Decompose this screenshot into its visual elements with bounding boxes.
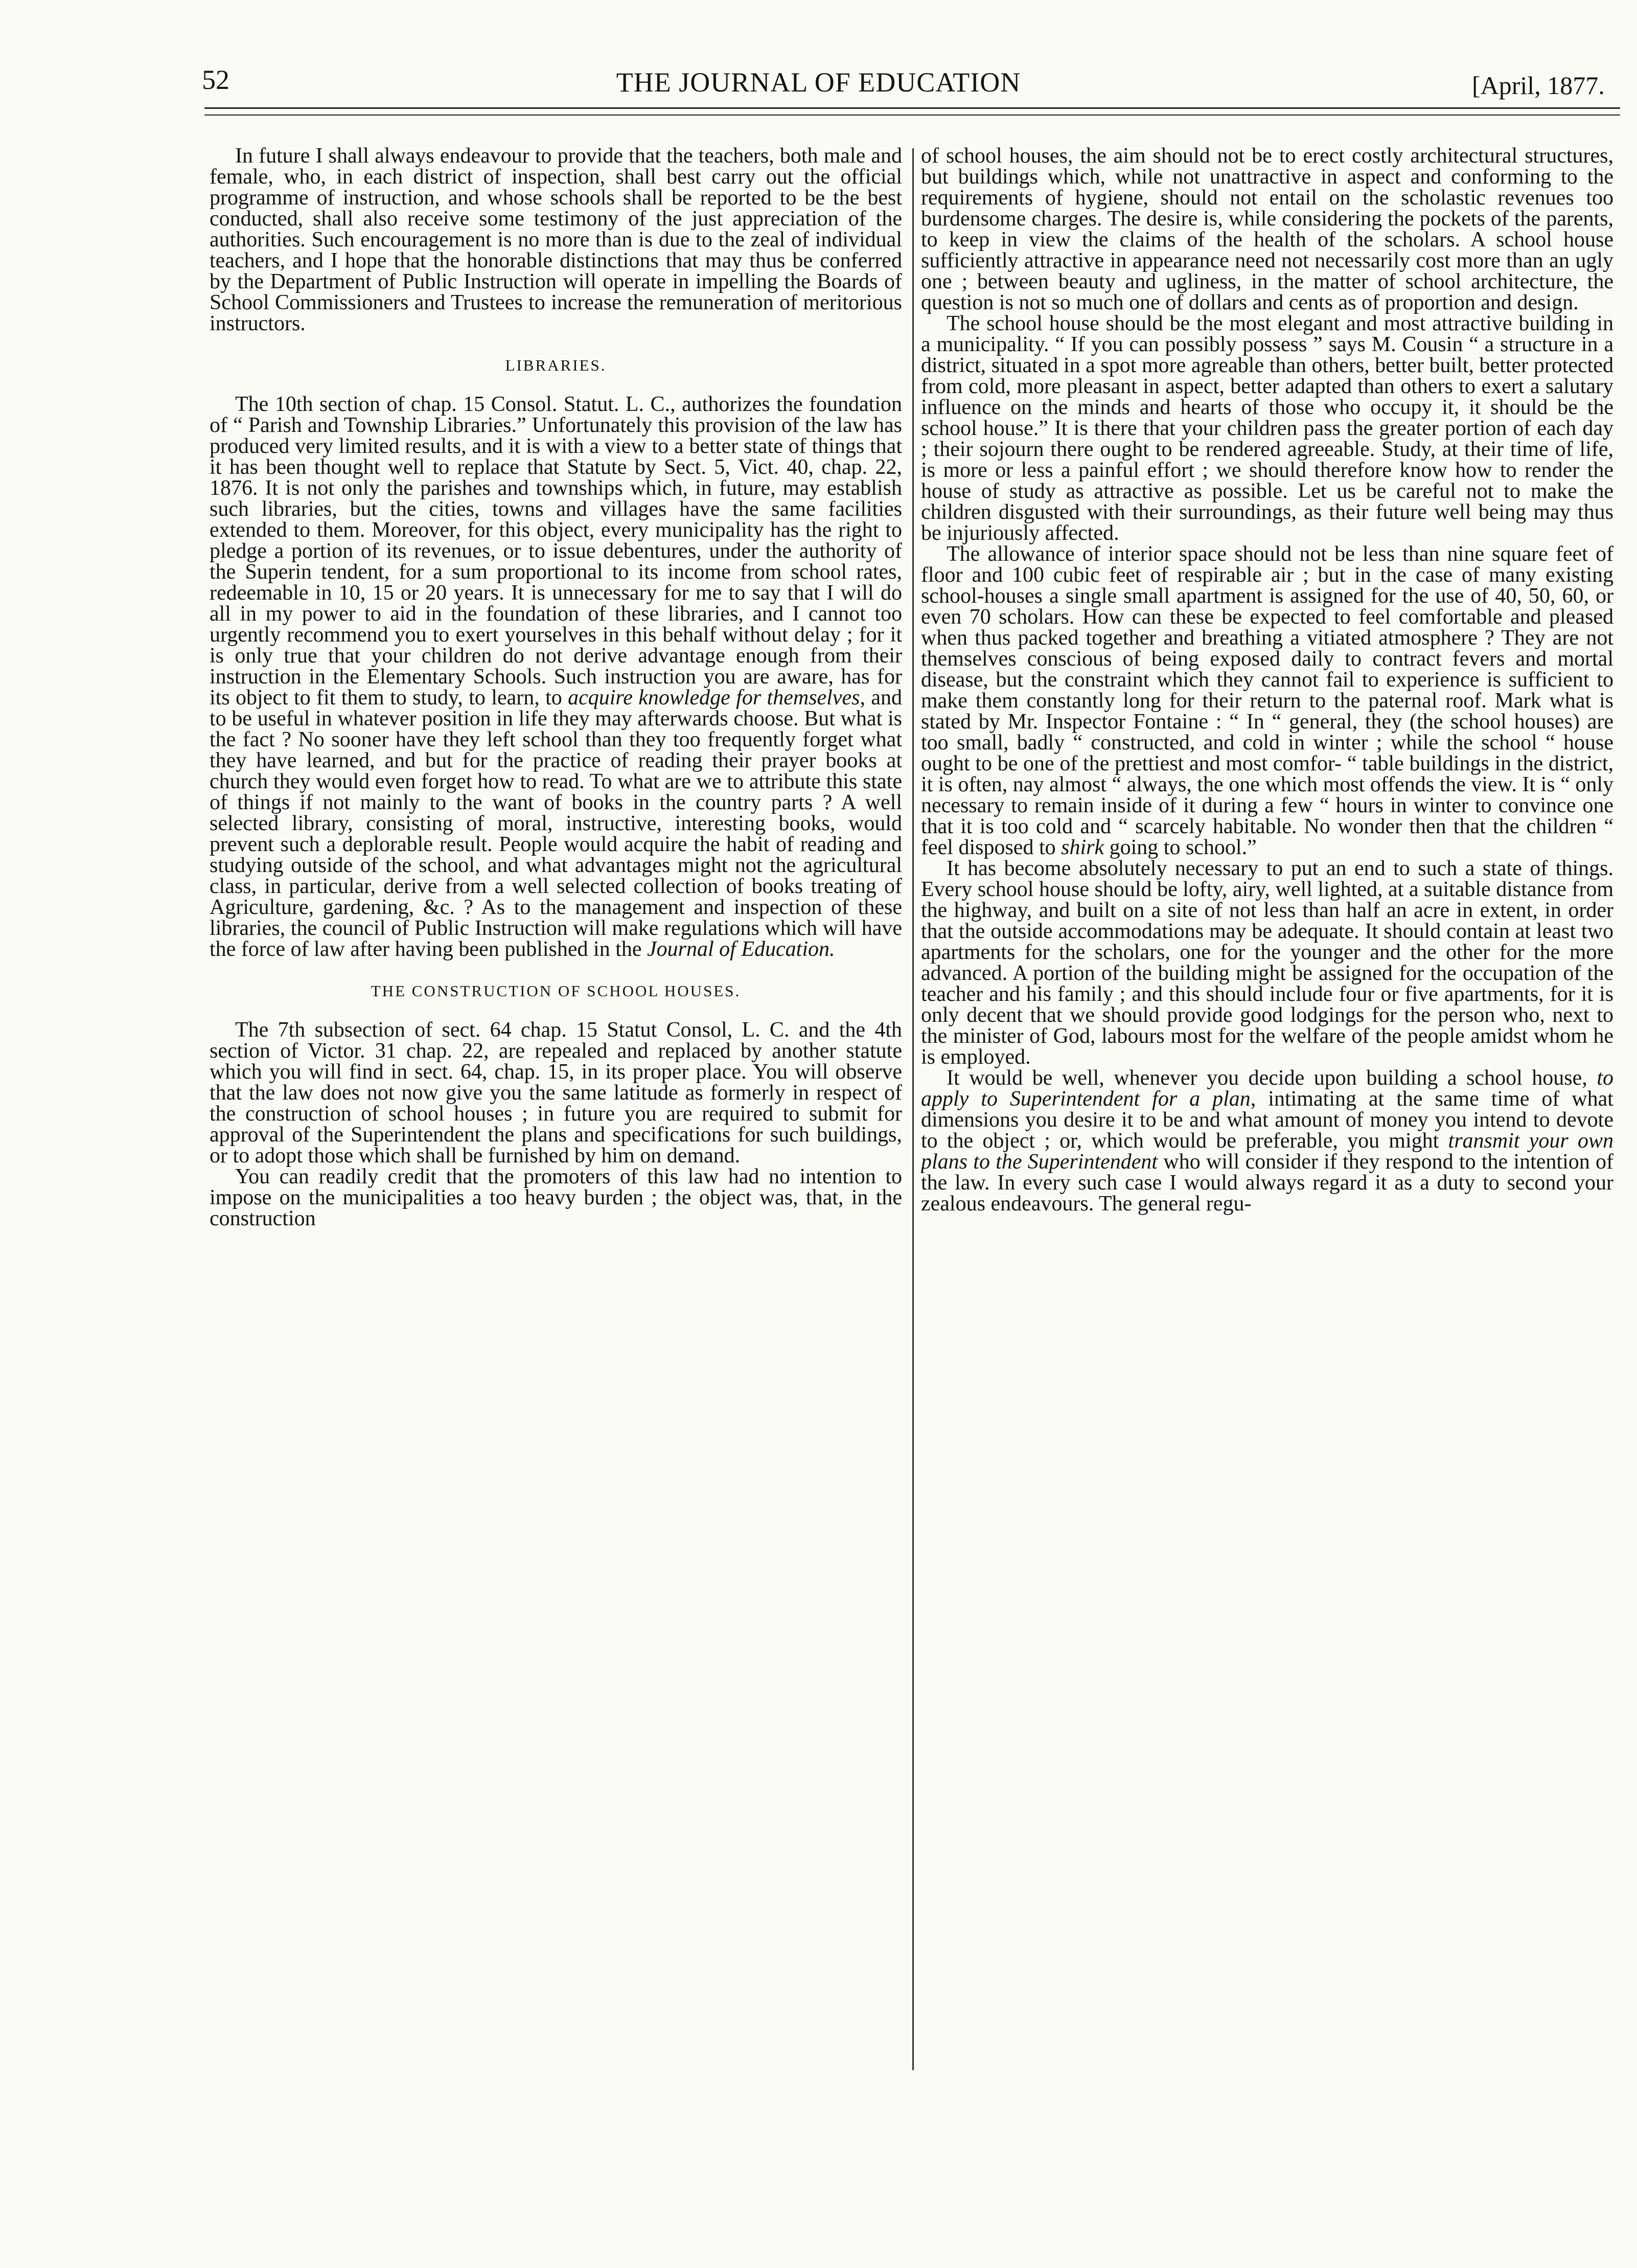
paragraph-apply-text-c: who will consider if they respond to the intention of the law. In every such case I would always regard it as a duty to second your zealous endeavours. The general regu- xyxy=(921,1150,1613,1216)
section-heading-libraries: LIBRARIES. xyxy=(505,356,607,374)
right-column xyxy=(921,146,1613,2088)
italic-word-shirk: shirk xyxy=(1061,836,1104,859)
italic-phrase-journal-title: Journal of Education. xyxy=(647,937,835,961)
paragraph-promoters-law: You can readily credit that the promoters of this law had no intention to impose on the municipalities a too heavy burden ; the object was, that, in the construction xyxy=(210,1165,902,1230)
paragraph-building-requirements: It has become absolutely necessary to put an end to such a state of things. Every school house should be lofty, airy, well lighted, at a suitable distance from the highway, and built on a site of not less than half an acre in extent, in order that the outside accommodations may be adequate. It should contain at least two apartments for the scholars, one for the younger and the other for the more advanced. A portion of the building might be assigned for the occupation of the teacher and his family ; and this should include four or five apartments, for it is only decent that we should provide good lodgings for the person who, next to the minister of God, labours most for the welfare of the people amidst whom he is employed. xyxy=(921,857,1613,1069)
paragraph-apply-text-b: , intimating at the same time of what dimensions you desire it to be and what amount of money you intend to devote to the object ; or, which would be preferable, you might xyxy=(921,1087,1613,1153)
section-heading-construction: THE CONSTRUCTION OF SCHOOL HOUSES. xyxy=(371,982,741,1000)
left-column xyxy=(210,146,902,2088)
issue-date: [April, 1877. xyxy=(1472,71,1605,100)
paragraph-school-architecture: of school houses, the aim should not be to erect costly architectural structures, but buildings which, while not unattractive in aspect and conforming to the requirements of hygiene, should not entail on the scholastic revenues too burdensome charges. The desire is, while considering the pockets of the parents, to keep in view the claims of the health of the scholars. A school house sufficiently attractive in appearance need not necessarily cost more than an ugly one ; between beauty and ugliness, in the matter of school architecture, the question is not so much one of dollars and cents as of proportion and design. xyxy=(921,146,1613,314)
paragraph-cousin-quote: The school house should be the most elegant and most attractive building in a municipality. “ If you can possibly possess ” says M. Cousin “ a structure in a district, situated in a spot more agreable than others, better built, better protected from cold, more pleasant in aspect, better adapted than others to exert a salutary influence on the minds and hearts of those who occupy it, it should be the school house.” It is there that your children pass the greater portion of each day ; their sojourn there ought to be rendered agreeable. Study, at their time of life, is more or less a painful effort ; we should therefore know how to render the house of study as attractive as possible. Let us be careful not to make the children disgusted with their surroundings, as their future well being may thus be injuriously affected. xyxy=(921,312,1613,545)
paragraph-libraries xyxy=(210,394,902,960)
column-divider xyxy=(912,148,914,2070)
italic-phrase-apply-for-plan: to apply to Superintendent for a plan xyxy=(921,1066,1613,1111)
paragraph-apply-for-plan xyxy=(921,1068,1613,1215)
paragraph-interior-space-text-a: The allowance of interior space should not be less than nine square feet of floor and 100 cubic feet of respirable air ; but in the case of many existing school-houses a single small apartment is assigned for the use of 40, 50, 60, or even 70 scholars. How can these be expected to feel comfortable and pleased when thus packed together and breathing a vitiated atmosphere ? They are not themselves conscious of being exposed daily to contract fevers and mortal disease, but the constraint which they cannot fail to experience is sufficient to make them constantly long for their return to the paternal roof. Mark what is stated by Mr. Inspector Fontaine : “ In “ general, they (the school houses) are too small, badly “ constructed, and cold in winter ; while the school “ house ought to be one of the prettiest and most comfor- “ table buildings in the district, it is often, nay almost “ always, the one which most offends the view. It is “ only necessary to remain inside of it during a few “ hours in winter to convince one that it is too cold and “ scarcely habitable. No wonder then that the children “ feel disposed to xyxy=(921,542,1613,859)
paragraph-apply-text-a: It would be well, whenever you decide upon building a school house, xyxy=(947,1066,1587,1090)
paragraph-interior-space-text-b: going to school.” xyxy=(1109,836,1257,859)
paragraph-interior-space xyxy=(921,544,1613,858)
italic-phrase-acquire-knowledge: acquire knowledge for themselves xyxy=(568,686,860,709)
paragraph-libraries-text-b: , and to be useful in whatever position in life they may afterwards choose. But what is the fact ? No sooner have they left school than they too frequently forget what they have learned, and but for the practice of reading their prayer books at church they would even forget how to read. To what are we to attribute this state of things if not mainly to the want of books in the country parts ? A well selected library, consisting of moral, instructive, interesting books, would prevent such a deplorable result. People would acquire the habit of reading and studying outside of the school, and what advantages might not the agricultural class, in particular, derive from a well selected collection of books treating of Agriculture, gardening, &c. ? As to the management and inspection of these libraries, the council of Public Instruction will make regulations which will have the force of law after having been published in the xyxy=(210,686,902,961)
header-rule-secondary xyxy=(204,114,1620,116)
journal-title: THE JOURNAL OF EDUCATION xyxy=(616,67,1021,98)
italic-phrase-transmit-plans: transmit your own plans to the Superintendent xyxy=(921,1129,1613,1174)
page-number: 52 xyxy=(202,64,229,95)
paragraph-statute-repeal: The 7th subsection of sect. 64 chap. 15 Statut Consol, L. C. and the 4th section of Victor. 31 chap. 22, are repealed and replaced by another statute which you will find in sect. 64, chap. 15, in its proper place. You will observe that the law does not now give you the same latitude as formerly in respect of the construction of school houses ; in future you are required to submit for approval of the Superintendent the plans and specifications for such buildings, or to adopt those which shall be furnished by him on demand. xyxy=(210,1018,902,1167)
paragraph-libraries-text-a: The 10th section of chap. 15 Consol. Statut. L. C., authorizes the foundation of “ Parish and Township Libraries.” Unfortunately this provision of the law has produced very limited results, and it is with a view to a better state of things that it has been thought well to replace that Statute by Sect. 5, Vict. 40, chap. 22, 1876. It is not only the parishes and townships which, in future, may establish such libraries, but the cities, towns and villages have the same facilities extended to them. Moreover, for this object, every municipality has the right to pledge a portion of its revenues, or to issue debentures, under the authority of the Superin tendent, for a sum proportional to its income from school rates, redeemable in 10, 15 or 20 years. It is unnecessary for me to say that I will do all in my power to aid in the foundation of these libraries, and I cannot too urgently recommend you to exert yourselves in this behalf without delay ; for it is only true that your children do not derive advantage enough from their instruction in the Elementary Schools. Such instruction you are aware, has for its object to fit them to study, to learn, to xyxy=(210,393,902,709)
paragraph-teacher-distinctions: In future I shall always endeavour to provide that the teachers, both male and female, who, in each district of inspection, shall best carry out the official programme of instruction, and whose schools shall be reported to be the best conducted, shall also receive some testimony of the just appreciation of the authorities. Such encouragement is no more than is due to the zeal of individual teachers, and I hope that the honorable distinctions that may thus be conferred by the Department of Public Instruction will operate in impelling the Boards of School Commissioners and Trustees to increase the remuneration of meritorious instructors. xyxy=(210,146,902,335)
header-rule xyxy=(204,107,1620,109)
